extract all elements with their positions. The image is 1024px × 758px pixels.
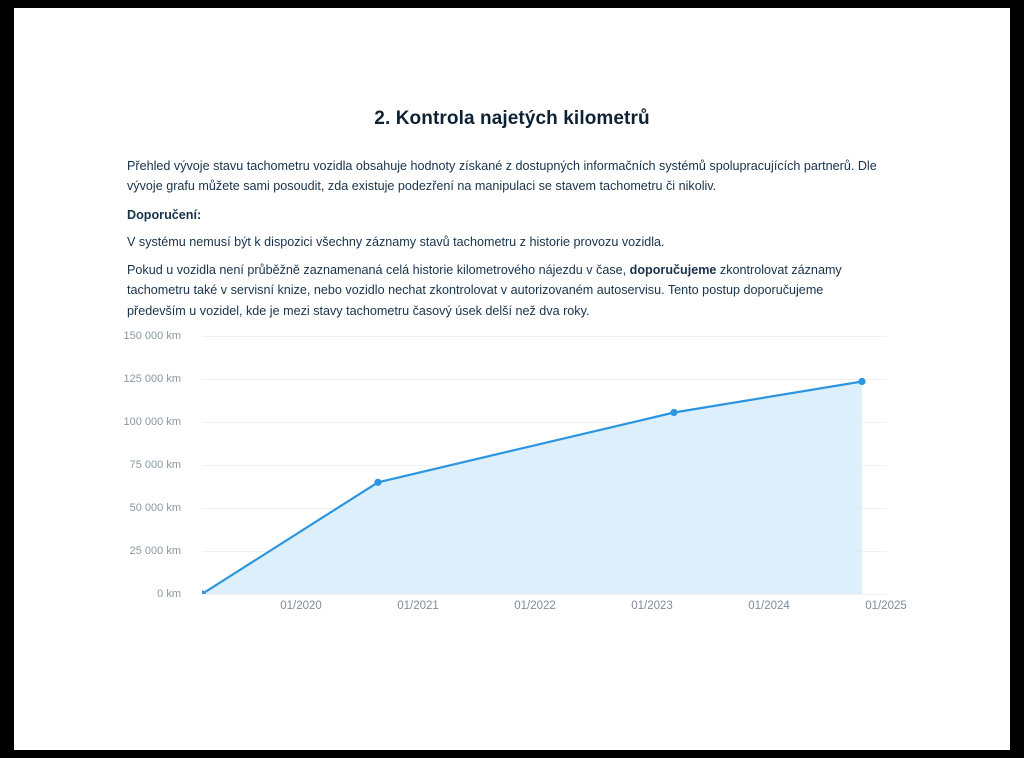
- x-axis-tick-label: 01/2020: [280, 600, 322, 612]
- x-axis-tick-label: 01/2023: [631, 600, 673, 612]
- mileage-line-svg: [202, 336, 887, 594]
- availability-paragraph: V systému nemusí být k dispozici všechny záznamy stavů tachometru z historie provozu vozidla.: [127, 235, 665, 249]
- x-axis-tick-label: 01/2022: [514, 600, 556, 612]
- y-axis-tick-label: 75 000 km: [129, 459, 181, 471]
- document-page: [14, 8, 1010, 750]
- recommendation-text-after: zkontrolovat záznamy tachometru také v servisní knize, nebo vozidlo nechat zkontrolovat v autorizovaném autoservisu. Tento postup doporučujeme především u vozidel, kde je mezi stavy tachometru časový úsek delší než dva roky.: [127, 263, 842, 318]
- y-axis-tick-label: 150 000 km: [123, 330, 181, 342]
- x-axis-tick-label: 01/2021: [397, 600, 439, 612]
- recommendation-heading: Doporučení:: [127, 208, 202, 222]
- y-axis-tick-label: 0 km: [157, 588, 181, 600]
- intro-paragraph: Přehled vývoje stavu tachometru vozidla obsahuje hodnoty získané z dostupných informačních systémů spolupracujících partnerů. Dle vývoje grafu můžete sami posoudit, zda existuje podezření na manipulaci se stavem tachometru či nikoliv.: [127, 159, 877, 194]
- data-point[interactable]: [670, 409, 677, 416]
- x-axis-tick-label: 01/2025: [865, 600, 907, 612]
- x-axis-tick-label: 01/2024: [748, 600, 790, 612]
- mileage-chart: [123, 328, 907, 628]
- recommendation-paragraph: [127, 260, 879, 321]
- y-axis-tick-label: 125 000 km: [123, 373, 181, 385]
- gridline: [202, 594, 887, 595]
- data-point[interactable]: [858, 378, 865, 385]
- recommendation-text-before: Pokud u vozidla není průběžně zaznamenaná celá historie kilometrového nájezdu v čase,: [127, 263, 630, 277]
- y-axis-tick-label: 25 000 km: [129, 545, 181, 557]
- recommendation-text-bold: doporučujeme: [629, 263, 717, 277]
- data-point[interactable]: [374, 479, 381, 486]
- page-title: 2. Kontrola najetých kilometrů: [374, 108, 650, 129]
- chart-series-layer: [202, 336, 887, 594]
- mileage-area-fill: [202, 382, 862, 595]
- y-axis-tick-label: 50 000 km: [129, 502, 181, 514]
- y-axis-tick-label: 100 000 km: [123, 416, 181, 428]
